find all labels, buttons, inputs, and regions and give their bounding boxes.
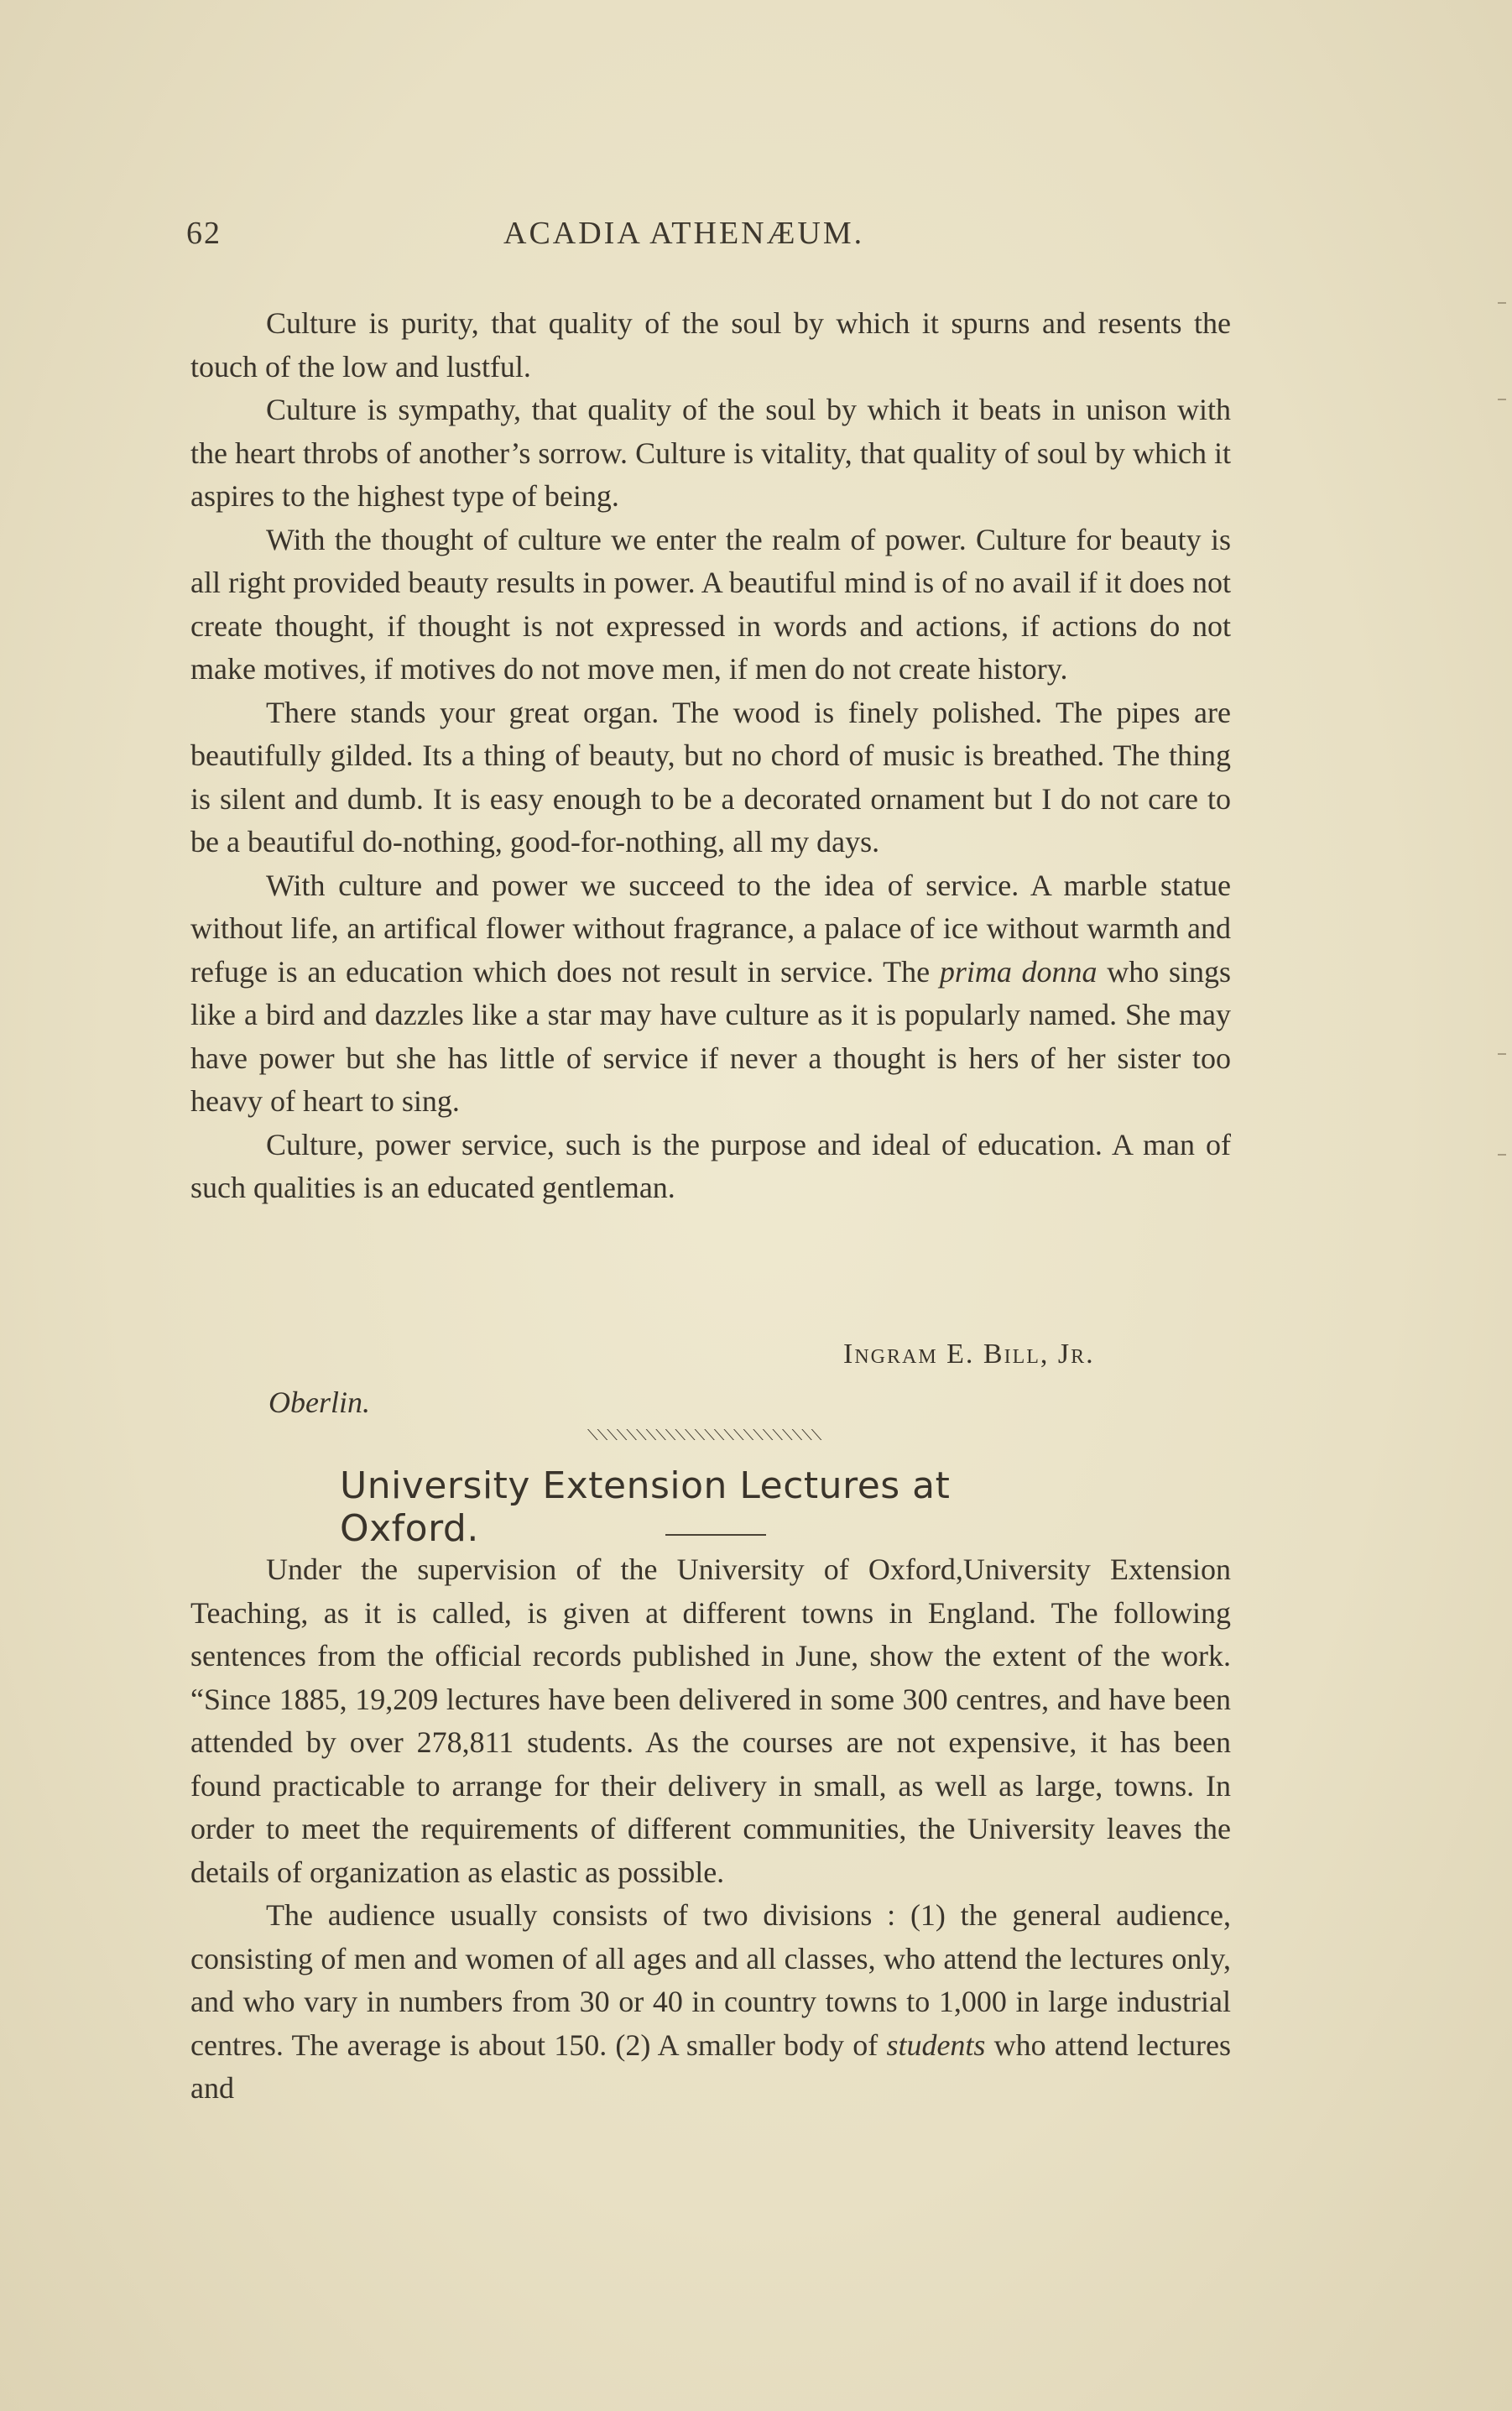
paragraph: Culture is sympathy, that quality of the soul by which it beats in unison with the heart throbs of another’s sorrow. Culture is vitality, that quality of soul by which it aspires to the highest type of being. [190, 393, 1231, 513]
margin-mark [1498, 399, 1506, 400]
paragraph: Culture, power service, such is the purpose and ideal of education. A man of such qualities is an educated gentleman. [190, 1127, 1231, 1204]
text-run: who attend lectures and [190, 2027, 1231, 2105]
article-oxford-body [190, 1548, 1231, 2111]
author-signature: Ingram E. Bill, Jr. [843, 1339, 1095, 1370]
page-number: 62 [186, 216, 222, 251]
section-ornament: ⟍⟍⟍⟍⟍⟍⟍⟍⟍⟍⟍⟍⟍⟍⟍⟍⟍⟍⟍⟍⟍⟍⟍⟍ [587, 1427, 821, 1444]
heading-rule [665, 1534, 766, 1536]
paragraph: Under the supervision of the University of Oxford,University Extension Teaching, as it is called, is given at different towns in England. The following sentences from the official records published in June, show the extent of the work. “Since 1885, 19,209 lectures have been delivered in some 300 centres, and have been attended by over 278,811 students. As the courses are not expensive, it has been found practicable to arrange for their delivery in small, as well as large, towns. In order to meet the requirements of different communities, the University leaves the details of organization as elastic as possible. [190, 1553, 1231, 1889]
italic-text: students [886, 2027, 986, 2062]
page-header [186, 215, 1227, 257]
margin-mark [1498, 302, 1506, 304]
section-heading: University Extension Lectures at Oxford. [340, 1464, 951, 1550]
margin-mark [1498, 1154, 1506, 1156]
paragraph: There stands your great organ. The wood is finely polished. The pipes are beautifully gilded. Its a thing of beauty, but no chord of music is breathed. The thing is silent and dumb. It is easy enough to be a decorated ornament but I do not care to be a beautiful do-nothing, good-for-nothing, all my days. [190, 695, 1231, 858]
text-run: who sings like a bird and dazzles like a star may have culture as it is popularly named. She may have power but she has little of service if never a thought is hers of her sister too heavy of heart to sing. [190, 954, 1231, 1118]
author-location: Oberlin. [269, 1386, 370, 1419]
text-run: With culture and power we succeed to the idea of service. A marble statue without life, an artifical flower without fragrance, a palace of ice without warmth and refuge is an education which does not result in service. The [190, 868, 1231, 989]
paragraph: With the thought of culture we enter the realm of power. Culture for beauty is all right provided beauty results in power. A beautiful mind is of no avail if it does not create thought, if thought is not expressed in words and actions, if actions do not make motives, if motives do not move men, if men do not create history. [190, 522, 1231, 686]
paragraph [190, 864, 1231, 1124]
text-run: The audience usually consists of two divisions : (1) the general audience, consisting of men and women of all ages and all classes, who attend the lectures only, and who vary in numbers from 30 or 40 in country towns to 1,000 in large industrial centres. The average is about 150. (2) A smaller body of [190, 1898, 1231, 2062]
running-title: ACADIA ATHENÆUM. [503, 216, 865, 251]
italic-text: prima donna [939, 954, 1098, 989]
margin-mark [1498, 1053, 1506, 1055]
article-culture-body [190, 302, 1231, 1210]
paragraph [190, 1894, 1231, 2111]
paragraph: Culture is purity, that quality of the soul by which it spurns and resents the touch of the low and lustful. [190, 306, 1231, 384]
